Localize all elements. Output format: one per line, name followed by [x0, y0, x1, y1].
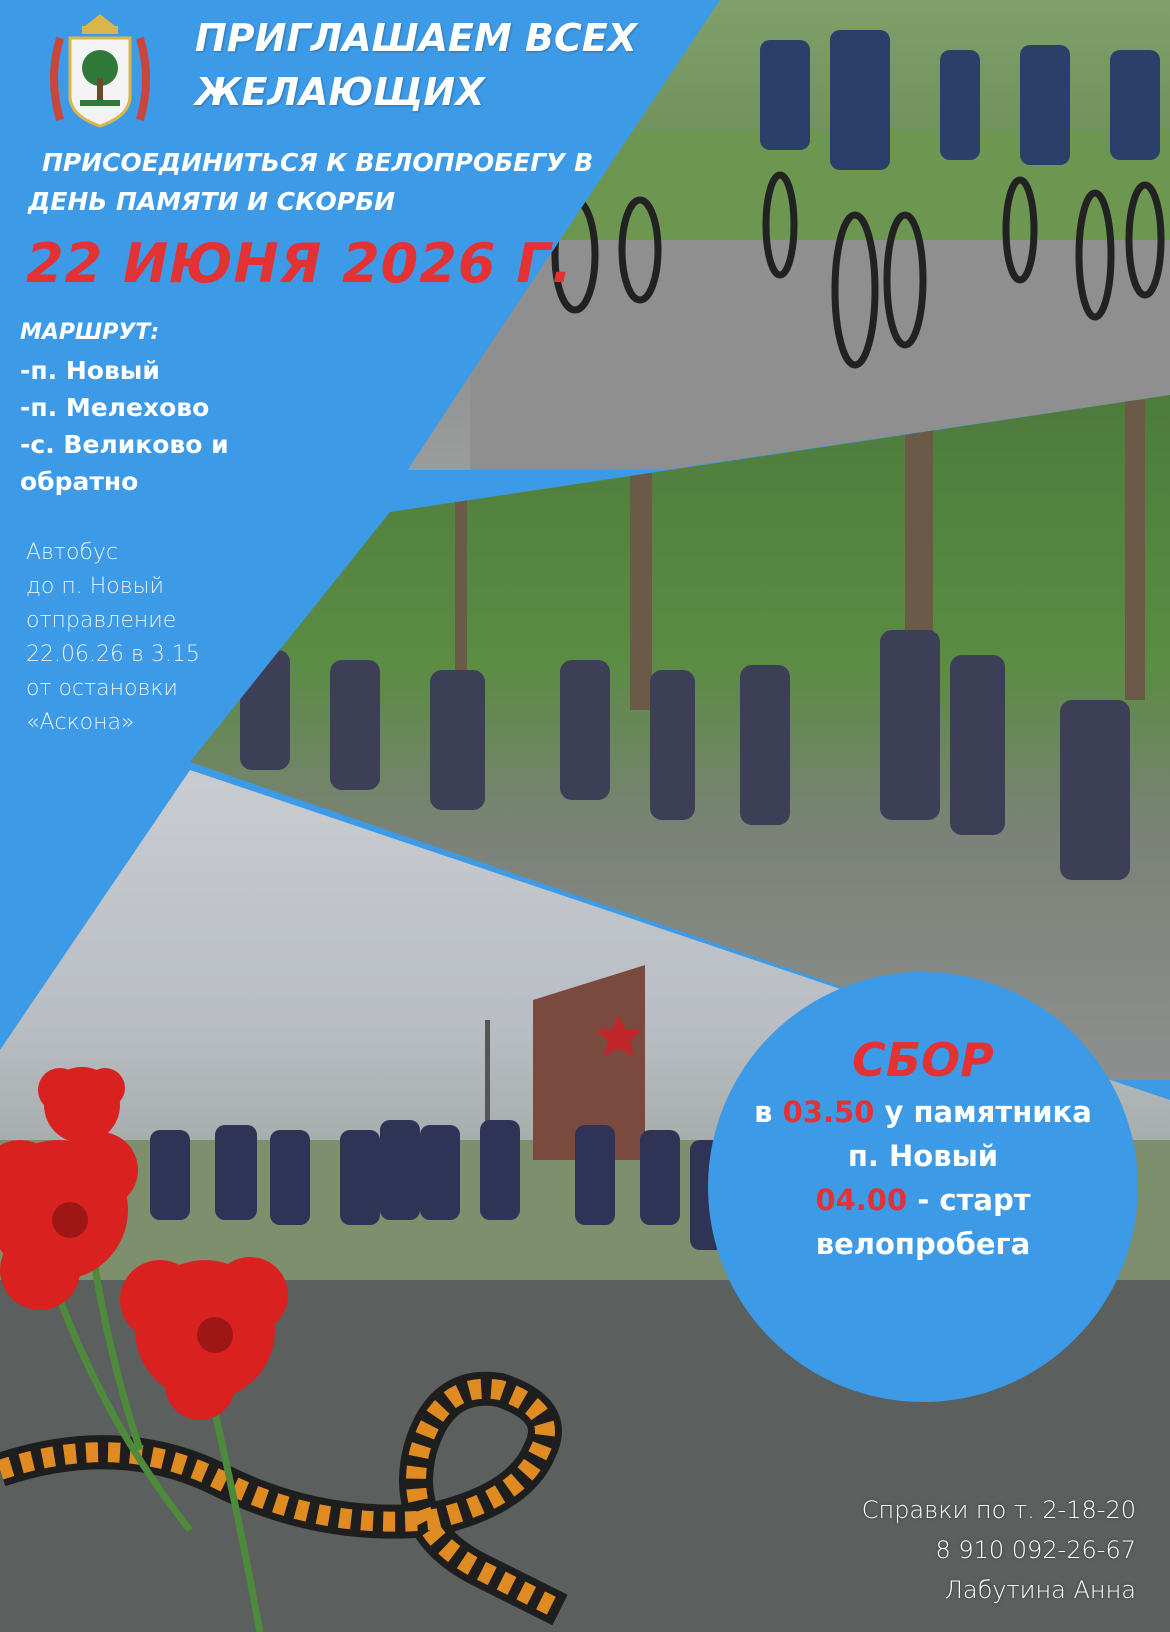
meeting-line2: п. Новый: [847, 1139, 999, 1173]
meeting-line4: велопробега: [815, 1227, 1031, 1261]
st-george-ribbon-icon: [0, 1389, 560, 1610]
contacts-mobile: 8 910 092-26-67: [935, 1536, 1136, 1564]
contacts-name: Лабутина Анна: [944, 1576, 1136, 1604]
meeting-line1-post: у памятника: [874, 1095, 1092, 1129]
meeting-line3: [708, 1178, 1138, 1222]
meeting-line3-post: - старт: [907, 1183, 1031, 1217]
invite-title-line1: ПРИГЛАШАЕМ ВСЕХ: [195, 16, 638, 60]
carnation-flowers-icon: [0, 1050, 600, 1632]
invite-subtitle-line2: ДЕНЬ ПАМЯТИ И СКОРБИ: [28, 187, 396, 216]
meeting-time: 03.50: [782, 1095, 875, 1129]
contacts: [862, 1490, 1136, 1610]
event-date: 22 ИЮНЯ 2026 Г.: [26, 232, 574, 295]
meeting-line1-pre: в: [754, 1095, 783, 1129]
route-item: -п. Мелехово: [20, 393, 210, 422]
contacts-phone-line: Справки по т. 2-18-20: [861, 1496, 1136, 1524]
meeting-line1: [708, 1090, 1138, 1134]
meeting-info: [708, 1030, 1138, 1266]
bus-info-line: от остановки: [26, 676, 178, 701]
route-item: обратно: [20, 467, 139, 496]
route-item: -п. Новый: [20, 356, 160, 385]
coat-of-arms-icon: [40, 8, 160, 134]
route-list: [20, 352, 229, 500]
bus-info-line: до п. Новый: [26, 574, 164, 599]
bus-info-line: отправление: [26, 608, 177, 633]
bus-info-line: «Аскона»: [26, 710, 135, 735]
start-time: 04.00: [815, 1183, 908, 1217]
route-title: МАРШРУТ:: [20, 320, 160, 345]
route-item: -с. Великово и: [20, 430, 229, 459]
bus-info: [26, 536, 200, 740]
invite-subtitle-line1: ПРИСОЕДИНИТЬСЯ К ВЕЛОПРОБЕГУ В: [42, 148, 594, 177]
bus-info-line: 22.06.26 в 3.15: [26, 642, 200, 667]
meeting-title: СБОР: [852, 1033, 994, 1087]
invite-title-line2: ЖЕЛАЮЩИХ: [195, 70, 485, 114]
bus-info-line: Автобус: [26, 540, 119, 565]
